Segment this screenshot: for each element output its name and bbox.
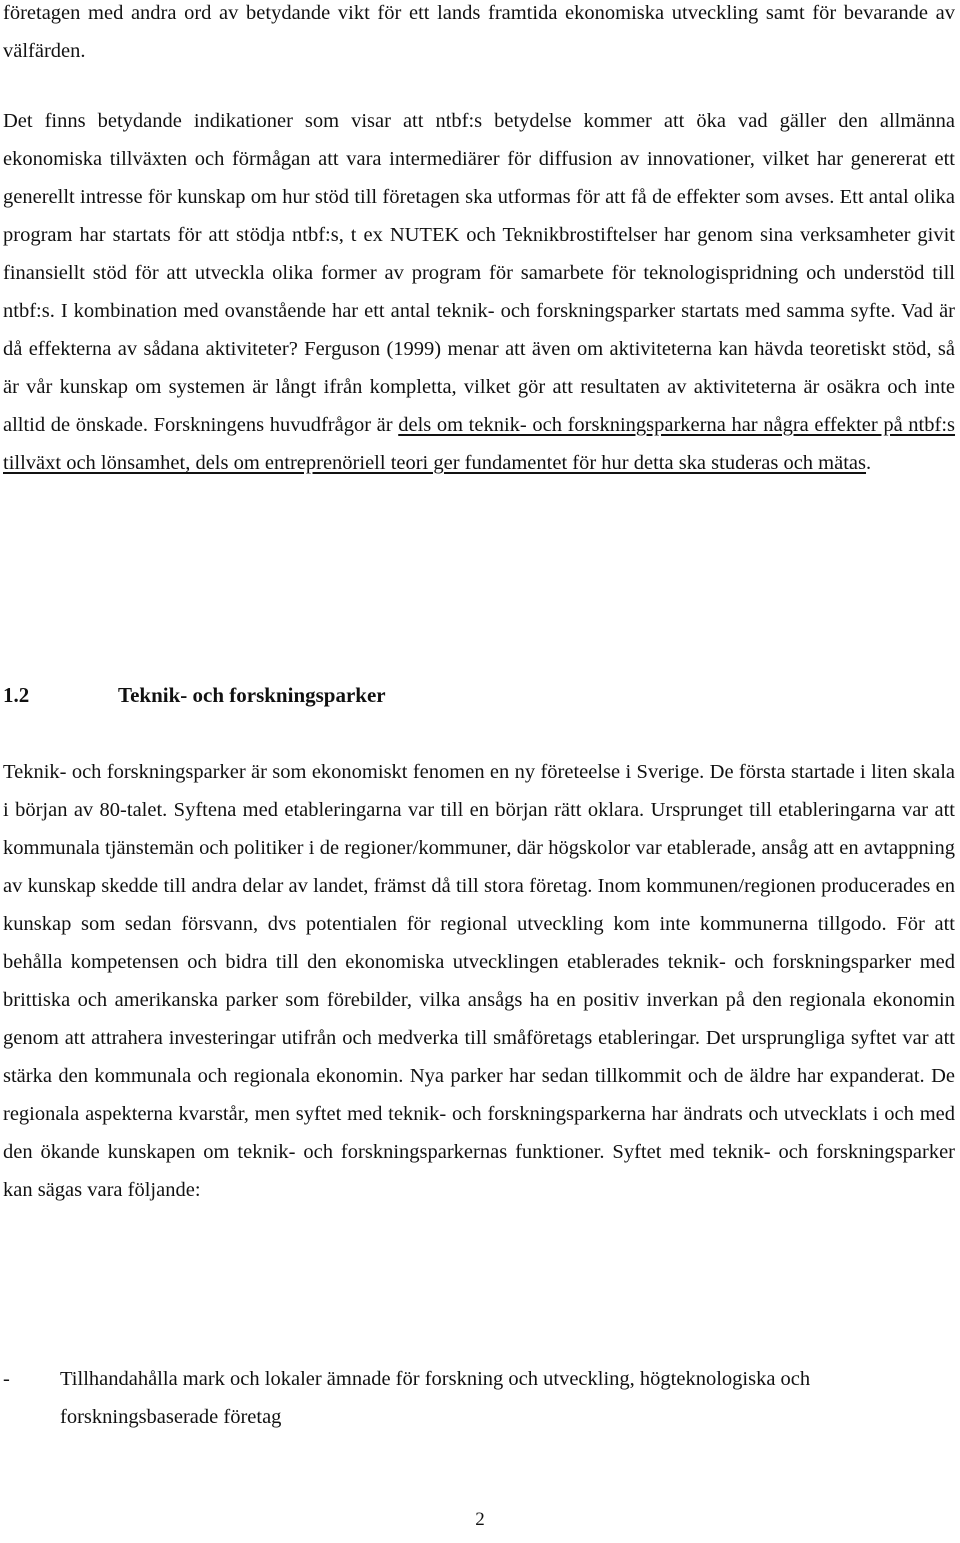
section-title: Teknik- och forskningsparker xyxy=(118,683,386,707)
paragraph-research-questions xyxy=(3,102,955,482)
page-number: 2 xyxy=(475,1509,485,1530)
paragraph-text: Teknik- och forskningsparker är som ekonomiskt fenomen en ny företeelse i Sverige. De första startade i liten skala i början av 80-talet. Syftena med etableringarna var till en början rätt oklara. Ursprunget till etableringarna var att kommunala tjänstemän och politiker i de regioner/kommuner, där högskolor var etablerade, ansåg att en avtappning av kunskap skedde till andra delar av landet, främst då till stora företag. Inom kommunen/regionen producerades en kunskap som sedan försvann, dvs potentialen för regional utveckling kom inte kommunerna tillgodo. För att behålla kompetensen och bidra till den ekonomiska utvecklingen etablerades teknik- och forskningsparker med brittiska och amerikanska parker som förebilder, vilka ansågs ha en positiv inverkan på den regionala ekonomin genom att attrahera investeringar utifrån och medverka till småföretags etableringar. Det ursprungliga syftet var att stärka den kommunala och regionala ekonomin. Nya parker har sedan tillkommit och de äldre har expanderat. De regionala aspekterna kvarstår, men syftet med teknik- och forskningsparkerna har ändrats och utvecklats i och med den ökande kunskapen om teknik- och forskningsparkernas funktioner. Syftet med teknik- och forskningsparker kan sägas vara följande: xyxy=(3,761,955,1201)
paragraph-text: företagen med andra ord av betydande vikt för ett lands framtida ekonomiska utveckling samt för bevarande av välfärden. xyxy=(3,2,955,62)
list-bullet: - xyxy=(3,1368,10,1390)
list-item xyxy=(3,1360,955,1436)
paragraph-parks-background xyxy=(3,753,955,1209)
paragraph-intro-continuation xyxy=(3,0,955,70)
purpose-list xyxy=(3,1360,955,1436)
section-number: 1.2 xyxy=(3,683,30,707)
list-item-text: Tillhandahålla mark och lokaler ämnade för forskning och utveckling, högteknologiska och forskningsbaserade företag xyxy=(60,1368,811,1428)
paragraph-period: . xyxy=(866,452,872,474)
section-heading xyxy=(3,676,386,714)
paragraph-text: Det finns betydande indikationer som visar att ntbf:s betydelse kommer att öka vad gäller den allmänna ekonomiska tillväxten och förmågan att vara intermediärer för diffusion av innovationer, vilket har genererat ett generellt intresse för kunskap om hur stöd till företagen ska utformas för att få de effekter som avses. Ett antal olika program har startats för att stödja ntbf:s, t ex NUTEK och Teknikbrostiftelser har genom sina verksamheter givit finansiellt stöd för att utveckla olika former av program för samarbete för teknologispridning och understöd till ntbf:s. I kombination med ovanstående har ett antal teknik- och forskningsparker startats med samma syfte. Vad är då effekterna av sådana aktiviteter? Ferguson (1999) menar att även om aktiviteterna kan hävda teoretiskt stöd, så är vår kunskap om systemen är långt ifrån kompletta, vilket gör att resultaten av aktiviteterna är osäkra och inte alltid de önskade. Forskningens huvudfrågor är xyxy=(3,110,955,436)
underlined-research-question: dels om teknik- och forskningsparkerna har några effekter på ntbf:s tillväxt och lönsamhet, dels om entreprenöriell teori ger fundamentet för hur detta ska studeras och mätas xyxy=(3,414,956,474)
